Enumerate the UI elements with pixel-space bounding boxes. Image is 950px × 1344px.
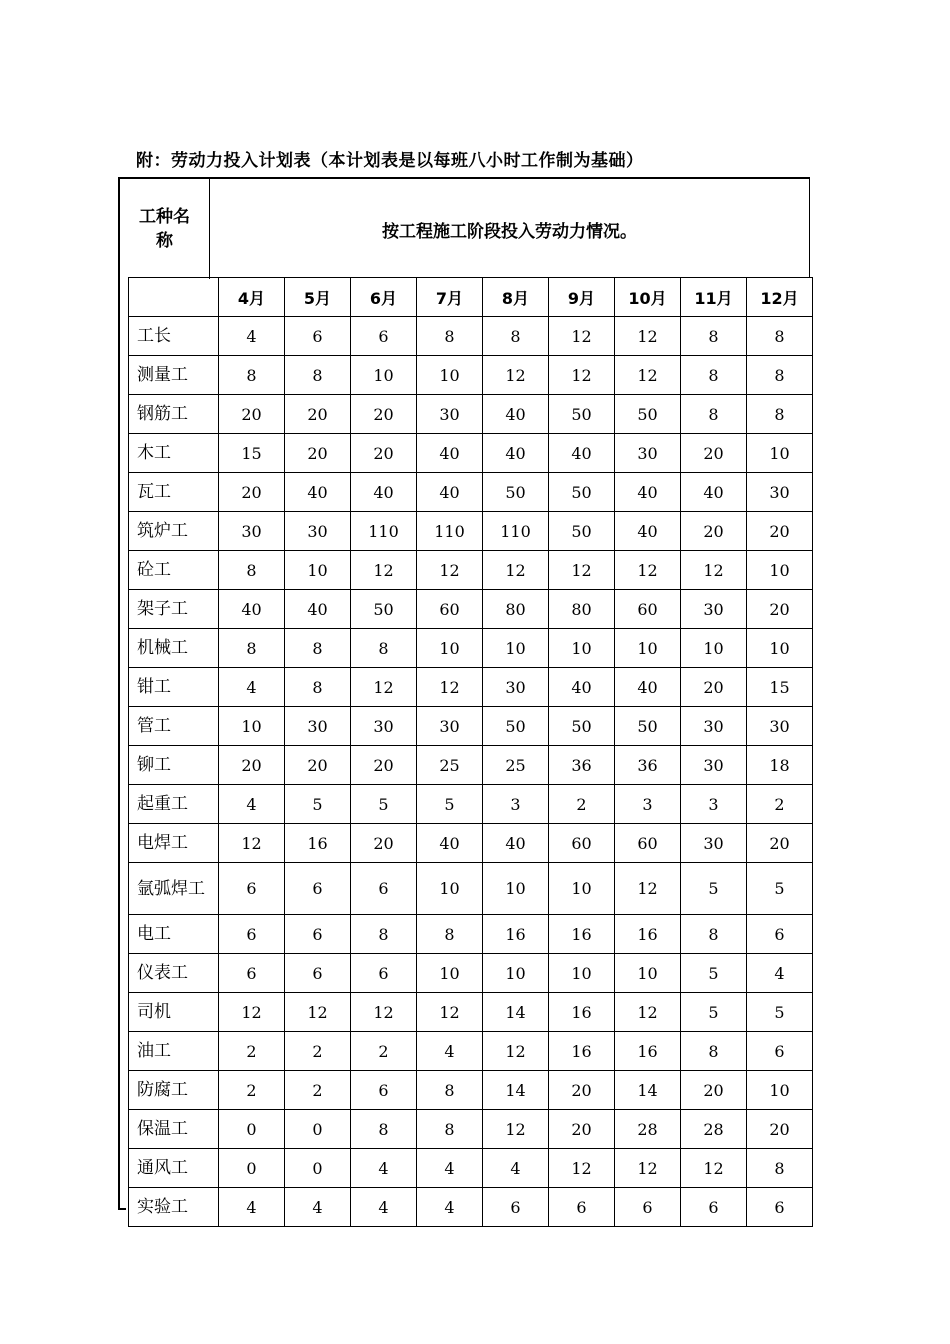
headcount-cell: 8 [747, 1149, 813, 1188]
trade-name-cell: 电工 [129, 915, 219, 954]
headcount-cell: 30 [615, 434, 681, 473]
headcount-cell: 5 [747, 993, 813, 1032]
page-title: 附：劳动力投入计划表（本计划表是以每班八小时工作制为基础） [136, 151, 644, 171]
headcount-cell: 6 [351, 954, 417, 993]
headcount-cell: 6 [615, 1188, 681, 1227]
table-row [129, 590, 813, 629]
table-row [129, 993, 813, 1032]
headcount-cell: 4 [417, 1188, 483, 1227]
table-row [129, 1110, 813, 1149]
headcount-cell: 10 [549, 629, 615, 668]
trade-name-cell: 钳工 [129, 668, 219, 707]
headcount-cell: 30 [285, 707, 351, 746]
headcount-cell: 30 [285, 512, 351, 551]
headcount-cell: 6 [219, 954, 285, 993]
headcount-cell: 40 [615, 473, 681, 512]
headcount-cell: 2 [351, 1032, 417, 1071]
headcount-cell: 20 [681, 512, 747, 551]
headcount-cell: 30 [417, 395, 483, 434]
headcount-cell: 20 [681, 434, 747, 473]
headcount-cell: 36 [615, 746, 681, 785]
headcount-cell: 5 [747, 863, 813, 915]
headcount-cell: 0 [285, 1149, 351, 1188]
headcount-cell: 40 [615, 668, 681, 707]
headcount-cell: 6 [285, 915, 351, 954]
headcount-cell: 40 [417, 434, 483, 473]
headcount-cell: 10 [417, 863, 483, 915]
headcount-cell: 60 [549, 824, 615, 863]
headcount-cell: 80 [483, 590, 549, 629]
headcount-cell: 10 [549, 954, 615, 993]
table-row [129, 473, 813, 512]
headcount-cell: 20 [549, 1071, 615, 1110]
trade-name-cell: 钢筋工 [129, 395, 219, 434]
headcount-cell: 12 [219, 993, 285, 1032]
table-row [129, 356, 813, 395]
headcount-cell: 5 [681, 993, 747, 1032]
headcount-cell: 40 [351, 473, 417, 512]
headcount-cell: 40 [549, 668, 615, 707]
headcount-cell: 8 [747, 395, 813, 434]
headcount-cell: 4 [219, 785, 285, 824]
headcount-cell: 16 [615, 1032, 681, 1071]
headcount-cell: 10 [417, 629, 483, 668]
headcount-cell: 8 [219, 629, 285, 668]
headcount-cell: 14 [483, 993, 549, 1032]
month-header-cell: 10月 [615, 278, 681, 317]
headcount-cell: 4 [351, 1149, 417, 1188]
table-row [129, 512, 813, 551]
headcount-cell: 20 [351, 434, 417, 473]
headcount-cell: 8 [219, 356, 285, 395]
headcount-cell: 50 [549, 707, 615, 746]
trade-name-cell: 机械工 [129, 629, 219, 668]
headcount-cell: 30 [483, 668, 549, 707]
headcount-cell: 5 [285, 785, 351, 824]
headcount-cell: 8 [351, 915, 417, 954]
trade-name-cell: 起重工 [129, 785, 219, 824]
headcount-cell: 10 [747, 629, 813, 668]
month-header-cell: 11月 [681, 278, 747, 317]
headcount-cell: 6 [351, 1071, 417, 1110]
headcount-cell: 30 [681, 707, 747, 746]
headcount-cell: 40 [417, 824, 483, 863]
headcount-cell: 8 [747, 356, 813, 395]
headcount-cell: 18 [747, 746, 813, 785]
table-row [129, 746, 813, 785]
headcount-cell: 16 [483, 915, 549, 954]
headcount-cell: 6 [747, 915, 813, 954]
headcount-cell: 4 [285, 1188, 351, 1227]
headcount-cell: 20 [747, 1110, 813, 1149]
headcount-cell: 20 [351, 395, 417, 434]
headcount-cell: 12 [483, 356, 549, 395]
headcount-cell: 30 [351, 707, 417, 746]
headcount-cell: 6 [285, 863, 351, 915]
headcount-cell: 2 [285, 1032, 351, 1071]
headcount-cell: 12 [483, 551, 549, 590]
headcount-cell: 50 [615, 707, 681, 746]
headcount-cell: 8 [681, 356, 747, 395]
headcount-cell: 50 [549, 512, 615, 551]
headcount-cell: 10 [549, 863, 615, 915]
trade-name-cell: 保温工 [129, 1110, 219, 1149]
trade-name-header: 工种名称 [120, 179, 210, 279]
month-header-cell: 7月 [417, 278, 483, 317]
headcount-cell: 10 [483, 863, 549, 915]
headcount-cell: 15 [747, 668, 813, 707]
headcount-cell: 12 [417, 668, 483, 707]
headcount-cell: 30 [219, 512, 285, 551]
headcount-cell: 8 [219, 551, 285, 590]
headcount-cell: 20 [681, 668, 747, 707]
headcount-cell: 3 [681, 785, 747, 824]
headcount-cell: 40 [615, 512, 681, 551]
headcount-cell: 50 [483, 473, 549, 512]
headcount-cell: 6 [549, 1188, 615, 1227]
headcount-cell: 16 [549, 915, 615, 954]
headcount-cell: 8 [747, 317, 813, 356]
headcount-cell: 10 [747, 1071, 813, 1110]
headcount-cell: 8 [285, 356, 351, 395]
table-row [129, 1071, 813, 1110]
headcount-cell: 2 [219, 1032, 285, 1071]
headcount-cell: 12 [615, 993, 681, 1032]
table-row [129, 785, 813, 824]
headcount-cell: 80 [549, 590, 615, 629]
headcount-cell: 12 [219, 824, 285, 863]
headcount-cell: 30 [681, 590, 747, 629]
headcount-cell: 8 [483, 317, 549, 356]
table-header-block [118, 177, 810, 277]
headcount-cell: 40 [417, 473, 483, 512]
trade-name-cell: 铆工 [129, 746, 219, 785]
headcount-cell: 6 [681, 1188, 747, 1227]
headcount-cell: 10 [483, 954, 549, 993]
table-row [129, 668, 813, 707]
headcount-cell: 12 [351, 551, 417, 590]
headcount-cell: 6 [747, 1032, 813, 1071]
trade-name-cell: 木工 [129, 434, 219, 473]
headcount-cell: 8 [285, 668, 351, 707]
headcount-cell: 20 [219, 746, 285, 785]
headcount-cell: 12 [549, 551, 615, 590]
headcount-cell: 60 [615, 824, 681, 863]
headcount-cell: 20 [285, 746, 351, 785]
trade-name-cell: 电焊工 [129, 824, 219, 863]
trade-name-cell: 瓦工 [129, 473, 219, 512]
headcount-cell: 40 [219, 590, 285, 629]
headcount-cell: 8 [681, 915, 747, 954]
headcount-cell: 12 [417, 993, 483, 1032]
headcount-cell: 6 [483, 1188, 549, 1227]
headcount-cell: 50 [615, 395, 681, 434]
headcount-cell: 50 [351, 590, 417, 629]
headcount-cell: 20 [351, 746, 417, 785]
month-header-cell: 9月 [549, 278, 615, 317]
headcount-cell: 15 [219, 434, 285, 473]
headcount-cell: 110 [483, 512, 549, 551]
headcount-cell: 4 [417, 1032, 483, 1071]
headcount-cell: 3 [615, 785, 681, 824]
headcount-cell: 30 [747, 707, 813, 746]
headcount-cell: 40 [483, 395, 549, 434]
headcount-cell: 4 [747, 954, 813, 993]
headcount-cell: 5 [351, 785, 417, 824]
headcount-cell: 40 [681, 473, 747, 512]
month-header-cell: 4月 [219, 278, 285, 317]
table-left-border [118, 277, 120, 1210]
month-header-row [129, 278, 813, 317]
headcount-cell: 10 [417, 356, 483, 395]
headcount-cell: 8 [417, 1110, 483, 1149]
table-row [129, 434, 813, 473]
table-row [129, 1149, 813, 1188]
table-row [129, 317, 813, 356]
headcount-cell: 8 [681, 1032, 747, 1071]
table-row [129, 954, 813, 993]
headcount-cell: 6 [285, 954, 351, 993]
headcount-cell: 2 [219, 1071, 285, 1110]
headcount-cell: 12 [615, 317, 681, 356]
headcount-cell: 25 [483, 746, 549, 785]
labor-plan-table [128, 277, 813, 1227]
headcount-cell: 8 [417, 915, 483, 954]
headcount-cell: 60 [615, 590, 681, 629]
headcount-cell: 12 [681, 1149, 747, 1188]
headcount-cell: 12 [483, 1110, 549, 1149]
headcount-cell: 5 [417, 785, 483, 824]
headcount-cell: 12 [615, 863, 681, 915]
headcount-cell: 4 [219, 1188, 285, 1227]
table-row [129, 395, 813, 434]
headcount-cell: 2 [549, 785, 615, 824]
headcount-cell: 12 [417, 551, 483, 590]
headcount-cell: 4 [483, 1149, 549, 1188]
trade-name-cell: 司机 [129, 993, 219, 1032]
headcount-cell: 110 [417, 512, 483, 551]
month-header-cell: 12月 [747, 278, 813, 317]
headcount-cell: 12 [549, 1149, 615, 1188]
month-header-cell: 8月 [483, 278, 549, 317]
trade-name-cell: 架子工 [129, 590, 219, 629]
headcount-cell: 8 [351, 629, 417, 668]
trade-name-cell: 防腐工 [129, 1071, 219, 1110]
headcount-cell: 8 [681, 395, 747, 434]
headcount-cell: 8 [417, 1071, 483, 1110]
headcount-cell: 6 [351, 863, 417, 915]
table-row [129, 863, 813, 915]
headcount-cell: 6 [285, 317, 351, 356]
headcount-cell: 30 [681, 746, 747, 785]
headcount-cell: 20 [747, 512, 813, 551]
headcount-cell: 20 [747, 824, 813, 863]
table-row [129, 1188, 813, 1227]
headcount-cell: 4 [351, 1188, 417, 1227]
headcount-cell: 6 [219, 863, 285, 915]
headcount-cell: 12 [549, 356, 615, 395]
trade-name-cell: 氩弧焊工 [129, 863, 219, 915]
headcount-cell: 50 [483, 707, 549, 746]
headcount-cell: 110 [351, 512, 417, 551]
headcount-cell: 20 [285, 434, 351, 473]
headcount-cell: 5 [681, 954, 747, 993]
headcount-cell: 6 [351, 317, 417, 356]
headcount-cell: 16 [549, 993, 615, 1032]
headcount-cell: 12 [483, 1032, 549, 1071]
month-header-cell: 6月 [351, 278, 417, 317]
headcount-cell: 4 [219, 317, 285, 356]
headcount-cell: 12 [351, 993, 417, 1032]
headcount-cell: 36 [549, 746, 615, 785]
headcount-cell: 8 [285, 629, 351, 668]
headcount-cell: 20 [219, 395, 285, 434]
headcount-cell: 10 [219, 707, 285, 746]
table-row [129, 915, 813, 954]
table-row [129, 551, 813, 590]
headcount-cell: 40 [285, 590, 351, 629]
headcount-cell: 40 [483, 824, 549, 863]
headcount-cell: 10 [615, 954, 681, 993]
headcount-cell: 40 [483, 434, 549, 473]
headcount-cell: 6 [747, 1188, 813, 1227]
headcount-cell: 10 [483, 629, 549, 668]
trade-name-cell: 工长 [129, 317, 219, 356]
headcount-cell: 10 [681, 629, 747, 668]
headcount-cell: 20 [681, 1071, 747, 1110]
headcount-cell: 12 [615, 551, 681, 590]
trade-name-cell: 油工 [129, 1032, 219, 1071]
headcount-cell: 10 [351, 356, 417, 395]
headcount-cell: 10 [747, 551, 813, 590]
headcount-cell: 12 [681, 551, 747, 590]
headcount-cell: 12 [615, 356, 681, 395]
headcount-cell: 0 [219, 1110, 285, 1149]
headcount-cell: 16 [285, 824, 351, 863]
headcount-cell: 14 [615, 1071, 681, 1110]
headcount-cell: 28 [615, 1110, 681, 1149]
headcount-cell: 20 [549, 1110, 615, 1149]
headcount-cell: 12 [615, 1149, 681, 1188]
headcount-cell: 5 [681, 863, 747, 915]
headcount-cell: 16 [549, 1032, 615, 1071]
table-row [129, 1032, 813, 1071]
stage-span-header: 按工程施工阶段投入劳动力情况。 [382, 221, 637, 242]
headcount-cell: 20 [351, 824, 417, 863]
trade-name-cell: 实验工 [129, 1188, 219, 1227]
trade-name-cell: 砼工 [129, 551, 219, 590]
headcount-cell: 28 [681, 1110, 747, 1149]
headcount-cell: 0 [219, 1149, 285, 1188]
headcount-cell: 50 [549, 395, 615, 434]
table-row [129, 629, 813, 668]
headcount-cell: 12 [351, 668, 417, 707]
headcount-cell: 20 [747, 590, 813, 629]
headcount-cell: 10 [747, 434, 813, 473]
headcount-cell: 3 [483, 785, 549, 824]
blank-corner-cell [129, 278, 219, 317]
headcount-cell: 8 [351, 1110, 417, 1149]
headcount-cell: 12 [285, 993, 351, 1032]
table-corner-tick [118, 1208, 126, 1210]
headcount-cell: 8 [681, 317, 747, 356]
trade-name-cell: 管工 [129, 707, 219, 746]
headcount-cell: 20 [285, 395, 351, 434]
headcount-cell: 2 [747, 785, 813, 824]
headcount-cell: 8 [417, 317, 483, 356]
headcount-cell: 60 [417, 590, 483, 629]
headcount-cell: 40 [285, 473, 351, 512]
headcount-cell: 40 [549, 434, 615, 473]
month-header-cell: 5月 [285, 278, 351, 317]
headcount-cell: 2 [285, 1071, 351, 1110]
headcount-cell: 20 [219, 473, 285, 512]
headcount-cell: 10 [417, 954, 483, 993]
headcount-cell: 50 [549, 473, 615, 512]
headcount-cell: 12 [549, 317, 615, 356]
headcount-cell: 6 [219, 915, 285, 954]
headcount-cell: 4 [219, 668, 285, 707]
headcount-cell: 16 [615, 915, 681, 954]
table-row [129, 824, 813, 863]
headcount-cell: 30 [417, 707, 483, 746]
trade-name-cell: 仪表工 [129, 954, 219, 993]
trade-name-cell: 筑炉工 [129, 512, 219, 551]
headcount-cell: 4 [417, 1149, 483, 1188]
headcount-cell: 30 [747, 473, 813, 512]
table-row [129, 707, 813, 746]
trade-name-cell: 通风工 [129, 1149, 219, 1188]
trade-name-cell: 测量工 [129, 356, 219, 395]
headcount-cell: 10 [285, 551, 351, 590]
headcount-cell: 25 [417, 746, 483, 785]
headcount-cell: 10 [615, 629, 681, 668]
headcount-cell: 14 [483, 1071, 549, 1110]
headcount-cell: 0 [285, 1110, 351, 1149]
headcount-cell: 30 [681, 824, 747, 863]
